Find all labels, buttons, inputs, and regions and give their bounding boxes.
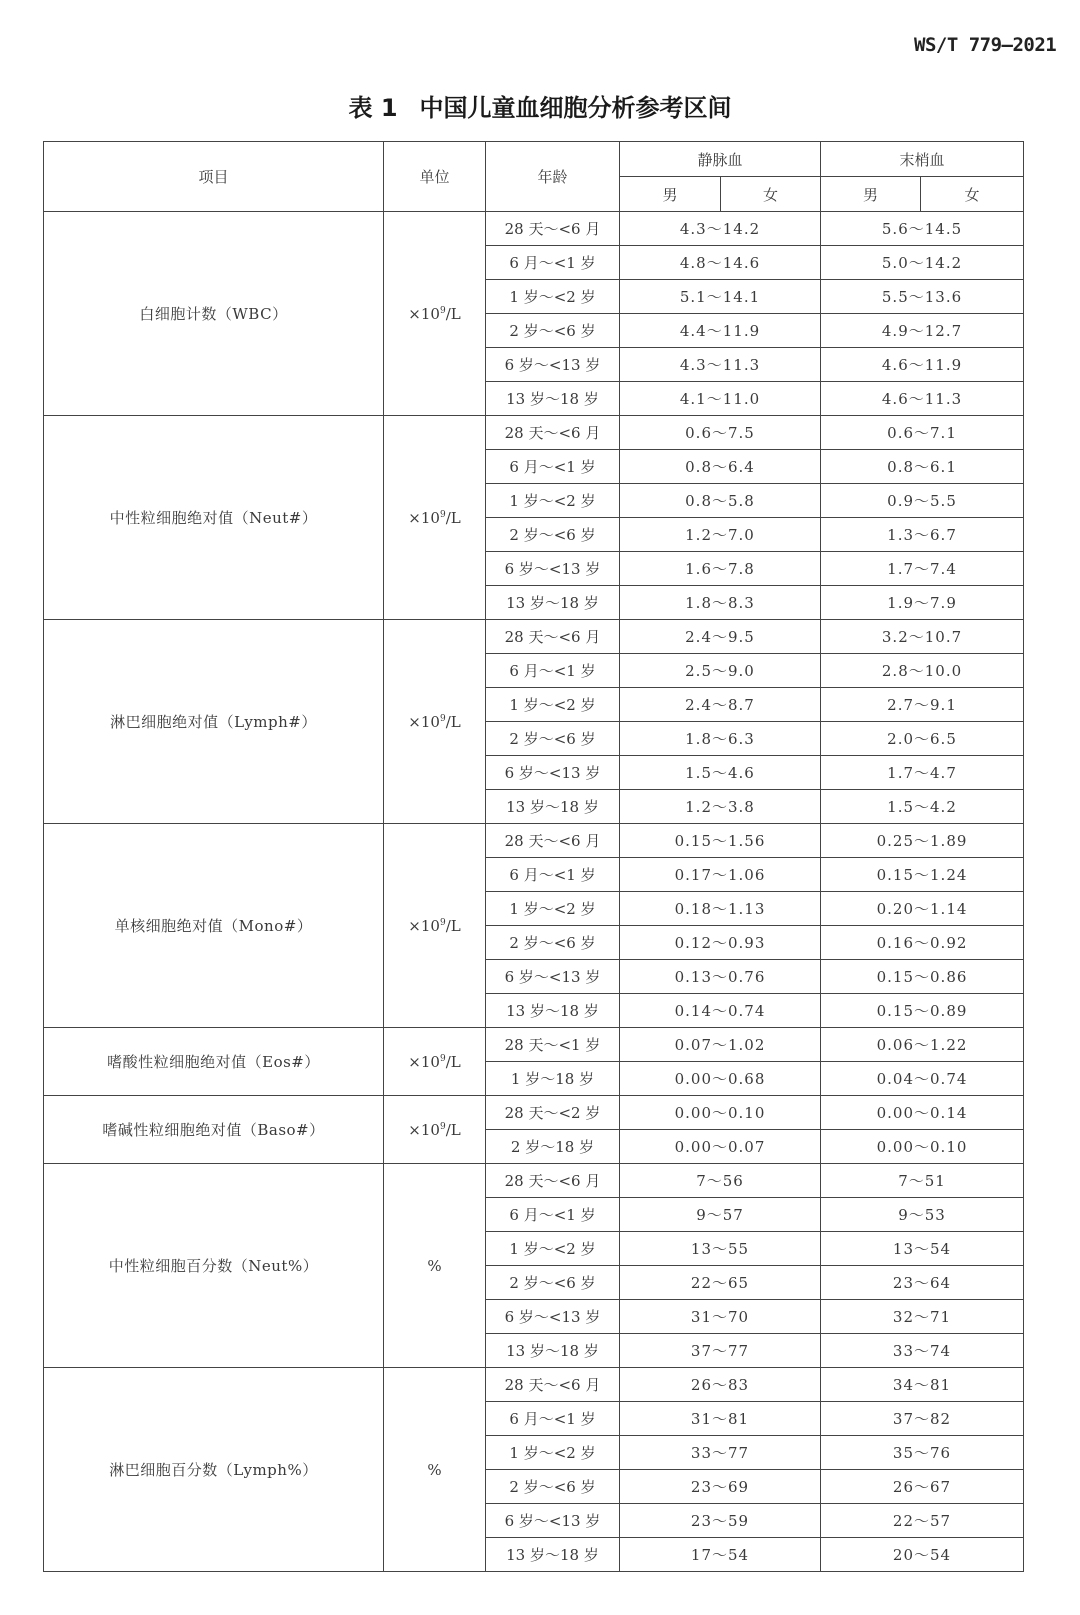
header-peripheral-blood: 末梢血 xyxy=(821,142,1024,177)
peripheral-interval: 0.15～1.24 xyxy=(821,858,1024,892)
age-range: 2 岁～<6 岁 xyxy=(486,1266,620,1300)
peripheral-interval: 2.7～9.1 xyxy=(821,688,1024,722)
unit-base: % xyxy=(427,1256,442,1275)
venous-interval: 0.14～0.74 xyxy=(620,994,821,1028)
header-venous-female: 女 xyxy=(721,177,821,212)
age-range: 28 天～<2 岁 xyxy=(486,1096,620,1130)
peripheral-interval: 7～51 xyxy=(821,1164,1024,1198)
age-range: 6 月～<1 岁 xyxy=(486,1402,620,1436)
venous-interval: 37～77 xyxy=(620,1334,821,1368)
unit-base: ×10 xyxy=(408,508,440,527)
venous-interval: 1.2～7.0 xyxy=(620,518,821,552)
age-range: 2 岁～<6 岁 xyxy=(486,722,620,756)
peripheral-interval: 0.00～0.14 xyxy=(821,1096,1024,1130)
venous-interval: 5.1～14.1 xyxy=(620,280,821,314)
unit xyxy=(384,416,486,620)
age-range: 2 岁～<6 岁 xyxy=(486,518,620,552)
table-row xyxy=(44,824,1024,858)
unit xyxy=(384,1164,486,1368)
unit-base: ×10 xyxy=(408,916,440,935)
peripheral-interval: 4.6～11.3 xyxy=(821,382,1024,416)
peripheral-interval: 0.15～0.89 xyxy=(821,994,1024,1028)
unit xyxy=(384,1096,486,1164)
venous-interval: 26～83 xyxy=(620,1368,821,1402)
venous-interval: 4.1～11.0 xyxy=(620,382,821,416)
age-range: 1 岁～<2 岁 xyxy=(486,688,620,722)
peripheral-interval: 34～81 xyxy=(821,1368,1024,1402)
peripheral-interval: 9～53 xyxy=(821,1198,1024,1232)
peripheral-interval: 0.20～1.14 xyxy=(821,892,1024,926)
document-code: WS/T 779—2021 xyxy=(914,34,1057,56)
venous-interval: 33～77 xyxy=(620,1436,821,1470)
peripheral-interval: 4.6～11.9 xyxy=(821,348,1024,382)
age-range: 6 月～<1 岁 xyxy=(486,246,620,280)
peripheral-interval: 5.0～14.2 xyxy=(821,246,1024,280)
age-range: 6 岁～<13 岁 xyxy=(486,1300,620,1334)
item-name: 中性粒细胞百分数（Neut%） xyxy=(44,1164,384,1368)
age-range: 6 岁～<13 岁 xyxy=(486,552,620,586)
age-range: 28 天～<6 月 xyxy=(486,416,620,450)
venous-interval: 0.12～0.93 xyxy=(620,926,821,960)
venous-interval: 0.18～1.13 xyxy=(620,892,821,926)
age-range: 6 岁～<13 岁 xyxy=(486,960,620,994)
unit-base: ×10 xyxy=(408,304,440,323)
unit-base: ×10 xyxy=(408,1120,440,1139)
unit-base: % xyxy=(427,1460,442,1479)
age-range: 1 岁～<2 岁 xyxy=(486,892,620,926)
header-item: 项目 xyxy=(44,142,384,212)
peripheral-interval: 32～71 xyxy=(821,1300,1024,1334)
peripheral-interval: 3.2～10.7 xyxy=(821,620,1024,654)
table-row xyxy=(44,1164,1024,1198)
peripheral-interval: 1.5～4.2 xyxy=(821,790,1024,824)
venous-interval: 9～57 xyxy=(620,1198,821,1232)
venous-interval: 0.6～7.5 xyxy=(620,416,821,450)
unit-exponent: 9 xyxy=(439,713,446,724)
unit-suffix: /L xyxy=(445,712,461,731)
peripheral-interval: 22～57 xyxy=(821,1504,1024,1538)
item-name: 白细胞计数（WBC） xyxy=(44,212,384,416)
peripheral-interval: 0.06～1.22 xyxy=(821,1028,1024,1062)
venous-interval: 4.3～11.3 xyxy=(620,348,821,382)
peripheral-interval: 0.04～0.74 xyxy=(821,1062,1024,1096)
table-caption xyxy=(0,88,1080,123)
age-range: 6 月～<1 岁 xyxy=(486,858,620,892)
age-range: 6 月～<1 岁 xyxy=(486,1198,620,1232)
unit-base: ×10 xyxy=(408,712,440,731)
venous-interval: 0.00～0.10 xyxy=(620,1096,821,1130)
header-venous-blood: 静脉血 xyxy=(620,142,821,177)
unit-base: ×10 xyxy=(408,1052,440,1071)
peripheral-interval: 13～54 xyxy=(821,1232,1024,1266)
venous-interval: 0.00～0.68 xyxy=(620,1062,821,1096)
item-name: 嗜酸性粒细胞绝对值（Eos#） xyxy=(44,1028,384,1096)
age-range: 1 岁～<2 岁 xyxy=(486,1232,620,1266)
age-range: 28 天～<6 月 xyxy=(486,1368,620,1402)
peripheral-interval: 0.9～5.5 xyxy=(821,484,1024,518)
header-peripheral-male: 男 xyxy=(821,177,921,212)
unit-exponent: 9 xyxy=(439,1053,446,1064)
peripheral-interval: 0.15～0.86 xyxy=(821,960,1024,994)
venous-interval: 1.5～4.6 xyxy=(620,756,821,790)
age-range: 13 岁～18 岁 xyxy=(486,586,620,620)
venous-interval: 31～81 xyxy=(620,1402,821,1436)
header-peripheral-female: 女 xyxy=(921,177,1024,212)
age-range: 6 岁～<13 岁 xyxy=(486,756,620,790)
unit xyxy=(384,1028,486,1096)
header-age: 年龄 xyxy=(486,142,620,212)
age-range: 28 天～<6 月 xyxy=(486,1164,620,1198)
venous-interval: 0.17～1.06 xyxy=(620,858,821,892)
table-row xyxy=(44,1028,1024,1062)
reference-interval-table xyxy=(43,141,1024,1572)
table-number: 表 1 xyxy=(348,94,398,122)
age-range: 6 月～<1 岁 xyxy=(486,450,620,484)
peripheral-interval: 2.8～10.0 xyxy=(821,654,1024,688)
age-range: 13 岁～18 岁 xyxy=(486,994,620,1028)
venous-interval: 1.8～8.3 xyxy=(620,586,821,620)
unit xyxy=(384,620,486,824)
peripheral-interval: 0.8～6.1 xyxy=(821,450,1024,484)
peripheral-interval: 5.6～14.5 xyxy=(821,212,1024,246)
venous-interval: 23～69 xyxy=(620,1470,821,1504)
peripheral-interval: 0.00～0.10 xyxy=(821,1130,1024,1164)
venous-interval: 0.07～1.02 xyxy=(620,1028,821,1062)
header-venous-male: 男 xyxy=(620,177,721,212)
table-row xyxy=(44,212,1024,246)
venous-interval: 1.2～3.8 xyxy=(620,790,821,824)
table-row xyxy=(44,416,1024,450)
table-body xyxy=(44,212,1024,1572)
venous-interval: 17～54 xyxy=(620,1538,821,1572)
age-range: 13 岁～18 岁 xyxy=(486,1334,620,1368)
peripheral-interval: 1.9～7.9 xyxy=(821,586,1024,620)
age-range: 13 岁～18 岁 xyxy=(486,1538,620,1572)
venous-interval: 0.8～6.4 xyxy=(620,450,821,484)
peripheral-interval: 0.25～1.89 xyxy=(821,824,1024,858)
venous-interval: 2.5～9.0 xyxy=(620,654,821,688)
age-range: 1 岁～<2 岁 xyxy=(486,484,620,518)
peripheral-interval: 0.6～7.1 xyxy=(821,416,1024,450)
unit-suffix: /L xyxy=(445,508,461,527)
item-name: 中性粒细胞绝对值（Neut#） xyxy=(44,416,384,620)
venous-interval: 4.4～11.9 xyxy=(620,314,821,348)
venous-interval: 4.3～14.2 xyxy=(620,212,821,246)
venous-interval: 0.15～1.56 xyxy=(620,824,821,858)
peripheral-interval: 1.7～7.4 xyxy=(821,552,1024,586)
unit-suffix: /L xyxy=(445,1120,461,1139)
unit xyxy=(384,1368,486,1572)
peripheral-interval: 20～54 xyxy=(821,1538,1024,1572)
age-range: 13 岁～18 岁 xyxy=(486,382,620,416)
item-name: 淋巴细胞绝对值（Lymph#） xyxy=(44,620,384,824)
header-unit: 单位 xyxy=(384,142,486,212)
unit-suffix: /L xyxy=(445,1052,461,1071)
peripheral-interval: 35～76 xyxy=(821,1436,1024,1470)
peripheral-interval: 33～74 xyxy=(821,1334,1024,1368)
table-row xyxy=(44,1096,1024,1130)
table-row xyxy=(44,1368,1024,1402)
venous-interval: 2.4～9.5 xyxy=(620,620,821,654)
venous-interval: 0.00～0.07 xyxy=(620,1130,821,1164)
unit-exponent: 9 xyxy=(439,509,446,520)
unit-exponent: 9 xyxy=(439,1121,446,1132)
peripheral-interval: 1.7～4.7 xyxy=(821,756,1024,790)
age-range: 2 岁～<6 岁 xyxy=(486,314,620,348)
age-range: 2 岁～<6 岁 xyxy=(486,926,620,960)
peripheral-interval: 4.9～12.7 xyxy=(821,314,1024,348)
age-range: 6 月～<1 岁 xyxy=(486,654,620,688)
age-range: 28 天～<6 月 xyxy=(486,620,620,654)
age-range: 1 岁～<2 岁 xyxy=(486,280,620,314)
item-name: 单核细胞绝对值（Mono#） xyxy=(44,824,384,1028)
table-row xyxy=(44,620,1024,654)
unit xyxy=(384,824,486,1028)
item-name: 淋巴细胞百分数（Lymph%） xyxy=(44,1368,384,1572)
unit-exponent: 9 xyxy=(439,305,446,316)
peripheral-interval: 5.5～13.6 xyxy=(821,280,1024,314)
venous-interval: 1.6～7.8 xyxy=(620,552,821,586)
unit xyxy=(384,212,486,416)
venous-interval: 7～56 xyxy=(620,1164,821,1198)
age-range: 1 岁～<2 岁 xyxy=(486,1436,620,1470)
unit-suffix: /L xyxy=(445,916,461,935)
venous-interval: 0.13～0.76 xyxy=(620,960,821,994)
age-range: 28 天～<6 月 xyxy=(486,824,620,858)
age-range: 6 岁～<13 岁 xyxy=(486,348,620,382)
venous-interval: 13～55 xyxy=(620,1232,821,1266)
peripheral-interval: 37～82 xyxy=(821,1402,1024,1436)
venous-interval: 4.8～14.6 xyxy=(620,246,821,280)
age-range: 6 岁～<13 岁 xyxy=(486,1504,620,1538)
peripheral-interval: 26～67 xyxy=(821,1470,1024,1504)
unit-suffix: /L xyxy=(445,304,461,323)
age-range: 28 天～<1 岁 xyxy=(486,1028,620,1062)
peripheral-interval: 2.0～6.5 xyxy=(821,722,1024,756)
peripheral-interval: 1.3～6.7 xyxy=(821,518,1024,552)
venous-interval: 1.8～6.3 xyxy=(620,722,821,756)
venous-interval: 0.8～5.8 xyxy=(620,484,821,518)
venous-interval: 22～65 xyxy=(620,1266,821,1300)
venous-interval: 31～70 xyxy=(620,1300,821,1334)
venous-interval: 23～59 xyxy=(620,1504,821,1538)
venous-interval: 2.4～8.7 xyxy=(620,688,821,722)
age-range: 13 岁～18 岁 xyxy=(486,790,620,824)
age-range: 2 岁～18 岁 xyxy=(486,1130,620,1164)
table-title: 中国儿童血细胞分析参考区间 xyxy=(419,94,732,122)
age-range: 1 岁～18 岁 xyxy=(486,1062,620,1096)
item-name: 嗜碱性粒细胞绝对值（Baso#） xyxy=(44,1096,384,1164)
age-range: 2 岁～<6 岁 xyxy=(486,1470,620,1504)
peripheral-interval: 0.16～0.92 xyxy=(821,926,1024,960)
unit-exponent: 9 xyxy=(439,917,446,928)
age-range: 28 天～<6 月 xyxy=(486,212,620,246)
peripheral-interval: 23～64 xyxy=(821,1266,1024,1300)
